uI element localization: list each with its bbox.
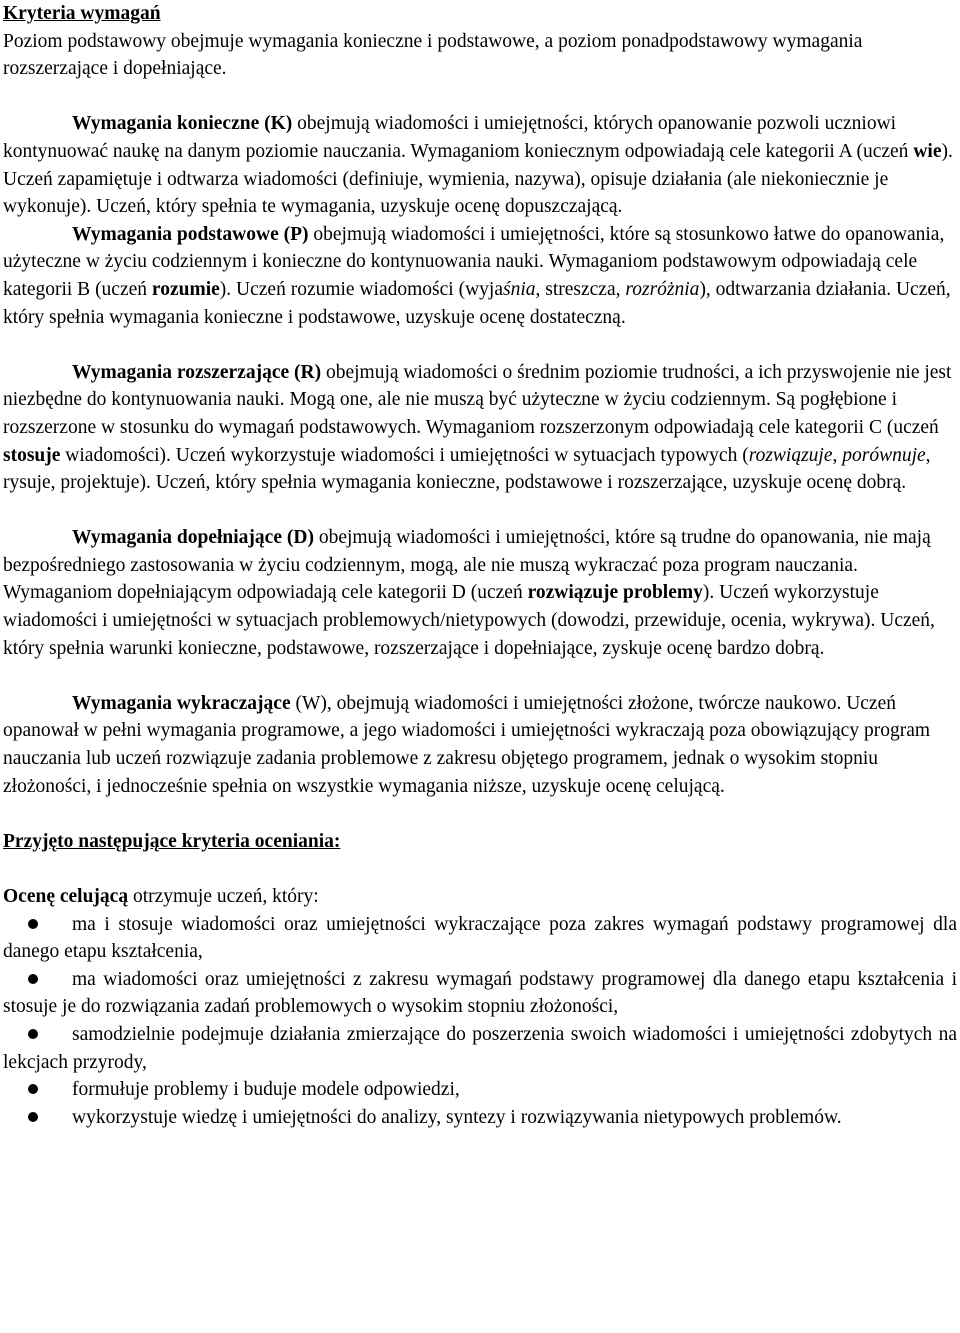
section-heading-kryteria-wymagan: Kryteria wymagań bbox=[3, 3, 161, 24]
list-item bbox=[3, 911, 957, 966]
text-span: (W), obejmują wiadomości i umiejętności złożone, twórcze naukowo. Uczeń opanował w pełni wymagania programowe, a jego wiadomości i umiejętności wykraczają poza obowiązujący program nauczania lub uczeń rozwiązuje zadania problemowe z zakresu objętego programem, jednak o wysokim stopniu złożoności, i jednocześnie spełnia on wszystkie wymagania niższe, uzyskuje ocenę celującą. bbox=[3, 692, 931, 797]
term-wymagania-podstawowe: Wymagania podstawowe (P) bbox=[72, 223, 309, 245]
bullet-icon bbox=[28, 1112, 38, 1122]
list-item-text: wykorzystuje wiedzę i umiejętności do analizy, syntezy i rozwiązywania nietypowych problemów. bbox=[72, 1106, 842, 1128]
term-wymagania-dopelniajace: Wymagania dopełniające (D) bbox=[72, 527, 314, 549]
list-item-text: formułuje problemy i buduje modele odpowiedzi, bbox=[72, 1079, 460, 1101]
text-span: ). Uczeń wykorzystuje wiadomości i umiejętności w sytuacjach problemowych/nietypowych (dowodzi, przewiduje, ocenia, wykrywa). Uczeń, który spełnia warunki konieczne, podstawowe, rozszerzające i dopełniające, zyskuje ocenę bardzo dobrą. bbox=[3, 582, 935, 659]
bullet-icon bbox=[28, 919, 38, 929]
list-item bbox=[3, 1076, 957, 1104]
paragraph-gap bbox=[3, 497, 957, 525]
paragraph-gap bbox=[3, 83, 957, 111]
text-span: obejmują wiadomości i umiejętności, których opanowanie pozwoli uczniowi kontynuować naukę na danym poziomie nauczania. Wymaganiom koniecznym odpowiadają cele kategorii A (uczeń bbox=[3, 113, 914, 162]
criteria-list bbox=[3, 911, 957, 1132]
term-wymagania-wykraczajace: Wymagania wykraczające bbox=[72, 692, 291, 714]
intro-paragraph: Poziom podstawowy obejmuje wymagania konieczne i podstawowe, a poziom ponadpodstawowy wymagania rozszerzające i dopełniające. bbox=[3, 30, 863, 80]
paragraph-gap bbox=[3, 331, 957, 359]
text-span: , streszcza, bbox=[535, 278, 626, 300]
paragraph-gap bbox=[3, 800, 957, 828]
bullet-icon bbox=[28, 974, 38, 984]
italic-span: porównuje bbox=[842, 444, 926, 466]
list-item bbox=[3, 966, 957, 1021]
text-span: ), odtwarzania działania. Uczeń, który spełnia wymagania konieczne i podstawowe, uzyskuje ocenę dostateczną. bbox=[3, 278, 951, 328]
term-rozumie: rozumie bbox=[151, 278, 220, 300]
text-span: obejmują wiadomości i umiejętności, które są trudne do opanowania, nie mają bezpośredniego zastosowania w życiu codziennym, mogą, ale nie muszą wykraczać poza program nauczania. Wymaganiom dopełniającym odpowiadają cele kategorii D (uczeń bbox=[3, 527, 931, 604]
list-item bbox=[3, 1104, 957, 1132]
list-item-text: ma i stosuje wiadomości oraz umiejętności wykraczające poza zakres wymagań podstawy programowej dla danego etapu kształcenia, bbox=[3, 913, 957, 963]
paragraph-wymagania-rozszerzajace bbox=[3, 359, 957, 497]
paragraph-ocena-celujaca bbox=[3, 883, 957, 911]
term-rozwiazuje-problemy: rozwiązuje problemy bbox=[527, 582, 703, 604]
italic-span: rozróżnia bbox=[625, 278, 700, 300]
bullet-icon bbox=[28, 1029, 38, 1039]
text-span: obejmują wiadomości o średnim poziomie trudności, a ich przyswojenie nie jest niezbędne do kontynuowania nauki. Mogą one, ale nie muszą być użyteczne w życiu codziennym. Są pogłębione i rozszerzone w stosunku do wymagań podstawowych. Wymaganiom rozszerzonym odpowiadają cele kategorii C (uczeń bbox=[3, 361, 952, 438]
term-wymagania-konieczne: Wymagania konieczne (K) bbox=[72, 113, 293, 135]
bullet-icon bbox=[28, 1084, 38, 1094]
paragraph-wymagania-podstawowe bbox=[3, 221, 957, 331]
text-span: ). Uczeń zapamiętuje i odtwarza wiadomości (definiuje, wymienia, nazywa), opisuje działania (ale niekoniecznie je wykonuje). Uczeń, który spełnia te wymagania, uzyskuje ocenę dopuszczającą. bbox=[3, 140, 953, 218]
text-span: ). Uczeń rozumie wiadomości (wyja bbox=[219, 278, 503, 300]
term-stosuje: stosuje bbox=[3, 444, 61, 466]
text-span: , bbox=[832, 444, 843, 466]
italic-span: rozwiązuje bbox=[748, 444, 833, 466]
term-wie: wie bbox=[913, 140, 942, 162]
text-span: wiadomości). Uczeń wykorzystuje wiadomości i umiejętności w sytuacjach typowych ( bbox=[60, 444, 749, 466]
term-ocena-celujaca: Ocenę celującą bbox=[3, 886, 129, 907]
paragraph-wymagania-wykraczajace bbox=[3, 690, 957, 800]
text-span: otrzymuje uczeń, który: bbox=[128, 886, 319, 907]
paragraph-wymagania-konieczne bbox=[3, 110, 957, 220]
list-item-text: ma wiadomości oraz umiejętności z zakresu wymagań podstawy programowej dla danego etapu kształcenia i stosuje je do rozwiązania zadań problemowych o wysokim stopniu złożoności, bbox=[3, 968, 957, 1018]
paragraph-gap bbox=[3, 662, 957, 690]
paragraph-wymagania-dopelniajace bbox=[3, 524, 957, 662]
list-item-text: samodzielnie podejmuje działania zmierzające do poszerzenia swoich wiadomości i umiejętności zdobytych na lekcjach przyrody, bbox=[3, 1023, 957, 1073]
section-heading-kryteria-oceniania: Przyjęto następujące kryteria oceniania: bbox=[3, 830, 341, 852]
text-span: obejmują wiadomości i umiejętności, które są stosunkowo łatwe do opanowania, użyteczne w życiu codziennym i konieczne do kontynuowania nauki. Wymaganiom podstawowym odpowiadają cele kategorii B (uczeń bbox=[3, 223, 945, 300]
italic-span: śnia bbox=[502, 278, 536, 300]
text-span: , rysuje, projektuje). Uczeń, który spełnia wymagania konieczne, podstawowe i rozszerzające, uzyskuje ocenę dobrą. bbox=[3, 444, 931, 494]
term-wymagania-rozszerzajace: Wymagania rozszerzające (R) bbox=[72, 361, 322, 383]
paragraph-gap bbox=[3, 855, 957, 883]
list-item bbox=[3, 1021, 957, 1076]
